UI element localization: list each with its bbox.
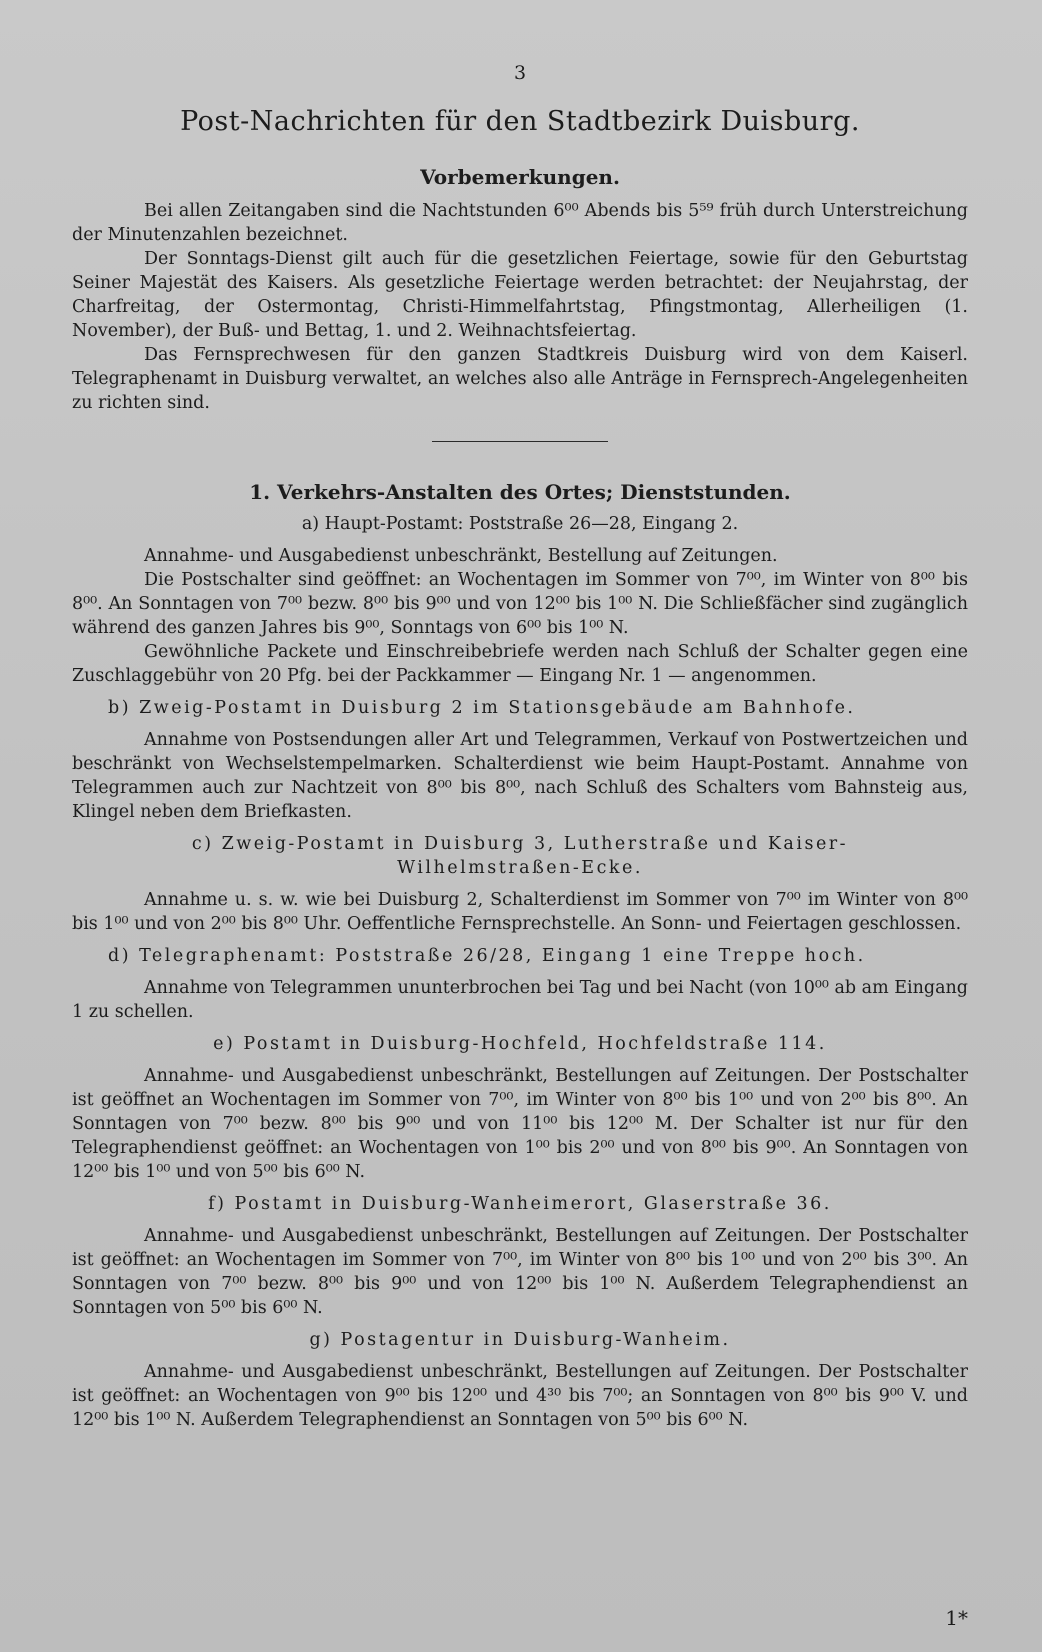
preface-paragraph: Das Fernsprechwesen für den ganzen Stadtkreis Duisburg wird von dem Kaiserl. Telegraphenamt in Duisburg verwaltet, an welches also alle Anträge in Fernsprech-Angelegenheiten zu richten sind. <box>72 345 968 413</box>
office-g-paragraph: Annahme- und Ausgabedienst unbeschränkt, Bestellungen auf Zeitungen. Der Postschalter ist geöffnet: an Wochentagen von 9⁰⁰ bis 12⁰⁰ und 4³⁰ bis 7⁰⁰; an Sonntagen von 8⁰⁰ bis 9⁰⁰ V. und 12⁰⁰ bis 1⁰⁰ N. Außerdem Telegraphendienst an Sonntagen von 5⁰⁰ bis 6⁰⁰ N. <box>72 1362 968 1430</box>
office-f-paragraph: Annahme- und Ausgabedienst unbeschränkt, Bestellungen auf Zeitungen. Der Postschalter ist geöffnet: an Wochentagen im Sommer von 7⁰⁰, im Winter von 8⁰⁰ bis 1⁰⁰ und von 2⁰⁰ bis 3⁰⁰. An Sonntagen von 7⁰⁰ bezw. 8⁰⁰ bis 9⁰⁰ und von 12⁰⁰ bis 1⁰⁰ N. Außerdem Telegraphendienst an Sonntagen von 5⁰⁰ bis 6⁰⁰ N. <box>72 1226 968 1318</box>
folio-mark: 1* <box>945 1606 968 1630</box>
section-heading: 1. Verkehrs-Anstalten des Ortes; Dienststunden. <box>249 480 791 504</box>
office-a-paragraph: Die Postschalter sind geöffnet: an Wochentagen im Sommer von 7⁰⁰, im Winter von 8⁰⁰ bis 8⁰⁰. An Sonntagen von 7⁰⁰ bezw. 8⁰⁰ bis 9⁰⁰ und von 12⁰⁰ bis 1⁰⁰ N. Die Schließfächer sind zugänglich während des ganzen Jahres bis 9⁰⁰, Sonntags von 6⁰⁰ bis 1⁰⁰ N. <box>72 570 968 638</box>
office-heading-g <box>72 1328 968 1352</box>
office-heading-c-line2: Wilhelmstraßen-Ecke. <box>397 858 643 878</box>
office-heading-c-line1: c) Zweig-Postamt in Duisburg 3, Lutherstraße und Kaiser- <box>191 834 849 854</box>
office-heading-d-text: d) Telegraphenamt: Poststraße 26/28, Eingang 1 eine Treppe hoch. <box>108 946 866 966</box>
page-number: 3 <box>513 62 527 84</box>
office-heading-d <box>72 944 968 968</box>
office-heading-e <box>72 1032 968 1056</box>
divider <box>432 441 608 442</box>
office-b-paragraph: Annahme von Postsendungen aller Art und Telegrammen, Verkauf von Postwertzeichen und beschränkt von Wechselstempelmarken. Schalterdienst wie beim Haupt-Postamt. Annahme von Telegrammen auch zur Nachtzeit von 8⁰⁰ bis 8⁰⁰, nach Schluß des Schalters vom Bahnsteig aus, Klingel neben dem Briefkasten. <box>72 730 968 822</box>
office-heading-a: a) Haupt-Postamt: Poststraße 26—28, Eingang 2. <box>301 514 739 534</box>
office-a-paragraph: Annahme- und Ausgabedienst unbeschränkt, Bestellung auf Zeitungen. <box>144 546 778 566</box>
office-heading-f-text: f) Postamt in Duisburg-Wanheimerort, Glaserstraße 36. <box>208 1194 832 1214</box>
preface-paragraph: Bei allen Zeitangaben sind die Nachtstunden 6⁰⁰ Abends bis 5⁵⁹ früh durch Unterstreichung der Minutenzahlen bezeichnet. <box>72 201 968 245</box>
office-heading-f <box>72 1192 968 1216</box>
preface-paragraph: Der Sonntags-Dienst gilt auch für die gesetzlichen Feiertage, sowie für den Geburtstag Seiner Majestät des Kaisers. Als gesetzliche Feiertage werden betrachtet: der Neujahrstag, der Charfreitag, der Ostermontag, Christi-Himmelfahrtstag, Pfingstmontag, Allerheiligen (1. November), der Buß- und Bettag, 1. und 2. Weihnachtsfeiertag. <box>72 249 968 341</box>
preface-heading: Vorbemerkungen. <box>420 165 620 189</box>
office-a-paragraph: Gewöhnliche Packete und Einschreibebriefe werden nach Schluß der Schalter gegen eine Zuschlaggebühr von 20 Pfg. bei der Packkammer — Eingang Nr. 1 — angenommen. <box>72 642 968 686</box>
office-heading-b-text: b) Zweig-Postamt in Duisburg 2 im Stationsgebäude am Bahnhofe. <box>108 698 856 718</box>
office-heading-e-text: e) Postamt in Duisburg-Hochfeld, Hochfeldstraße 114. <box>213 1034 827 1054</box>
office-heading-c <box>72 832 968 880</box>
page-title: Post-Nachrichten für den Stadtbezirk Duisburg. <box>180 106 860 137</box>
office-heading-b <box>72 696 968 720</box>
office-heading-g-text: g) Postagentur in Duisburg-Wanheim. <box>309 1330 731 1350</box>
office-c-paragraph: Annahme u. s. w. wie bei Duisburg 2, Schalterdienst im Sommer von 7⁰⁰ im Winter von 8⁰⁰ bis 1⁰⁰ und von 2⁰⁰ bis 8⁰⁰ Uhr. Oeffentliche Fernsprechstelle. An Sonn- und Feiertagen geschlossen. <box>72 890 968 934</box>
office-d-paragraph: Annahme von Telegrammen ununterbrochen bei Tag und bei Nacht (von 10⁰⁰ ab am Eingang 1 zu schellen. <box>72 978 969 1022</box>
office-e-paragraph: Annahme- und Ausgabedienst unbeschränkt, Bestellungen auf Zeitungen. Der Postschalter ist geöffnet an Wochentagen im Sommer von 7⁰⁰, im Winter von 8⁰⁰ bis 1⁰⁰ und von 2⁰⁰ bis 8⁰⁰. An Sonntagen von 7⁰⁰ bezw. 8⁰⁰ bis 9⁰⁰ und von 11⁰⁰ bis 12⁰⁰ M. Der Schalter ist nur für den Telegraphendienst geöffnet: an Wochentagen von 1⁰⁰ bis 2⁰⁰ und von 8⁰⁰ bis 9⁰⁰. An Sonntagen von 12⁰⁰ bis 1⁰⁰ und von 5⁰⁰ bis 6⁰⁰ N. <box>72 1066 968 1182</box>
